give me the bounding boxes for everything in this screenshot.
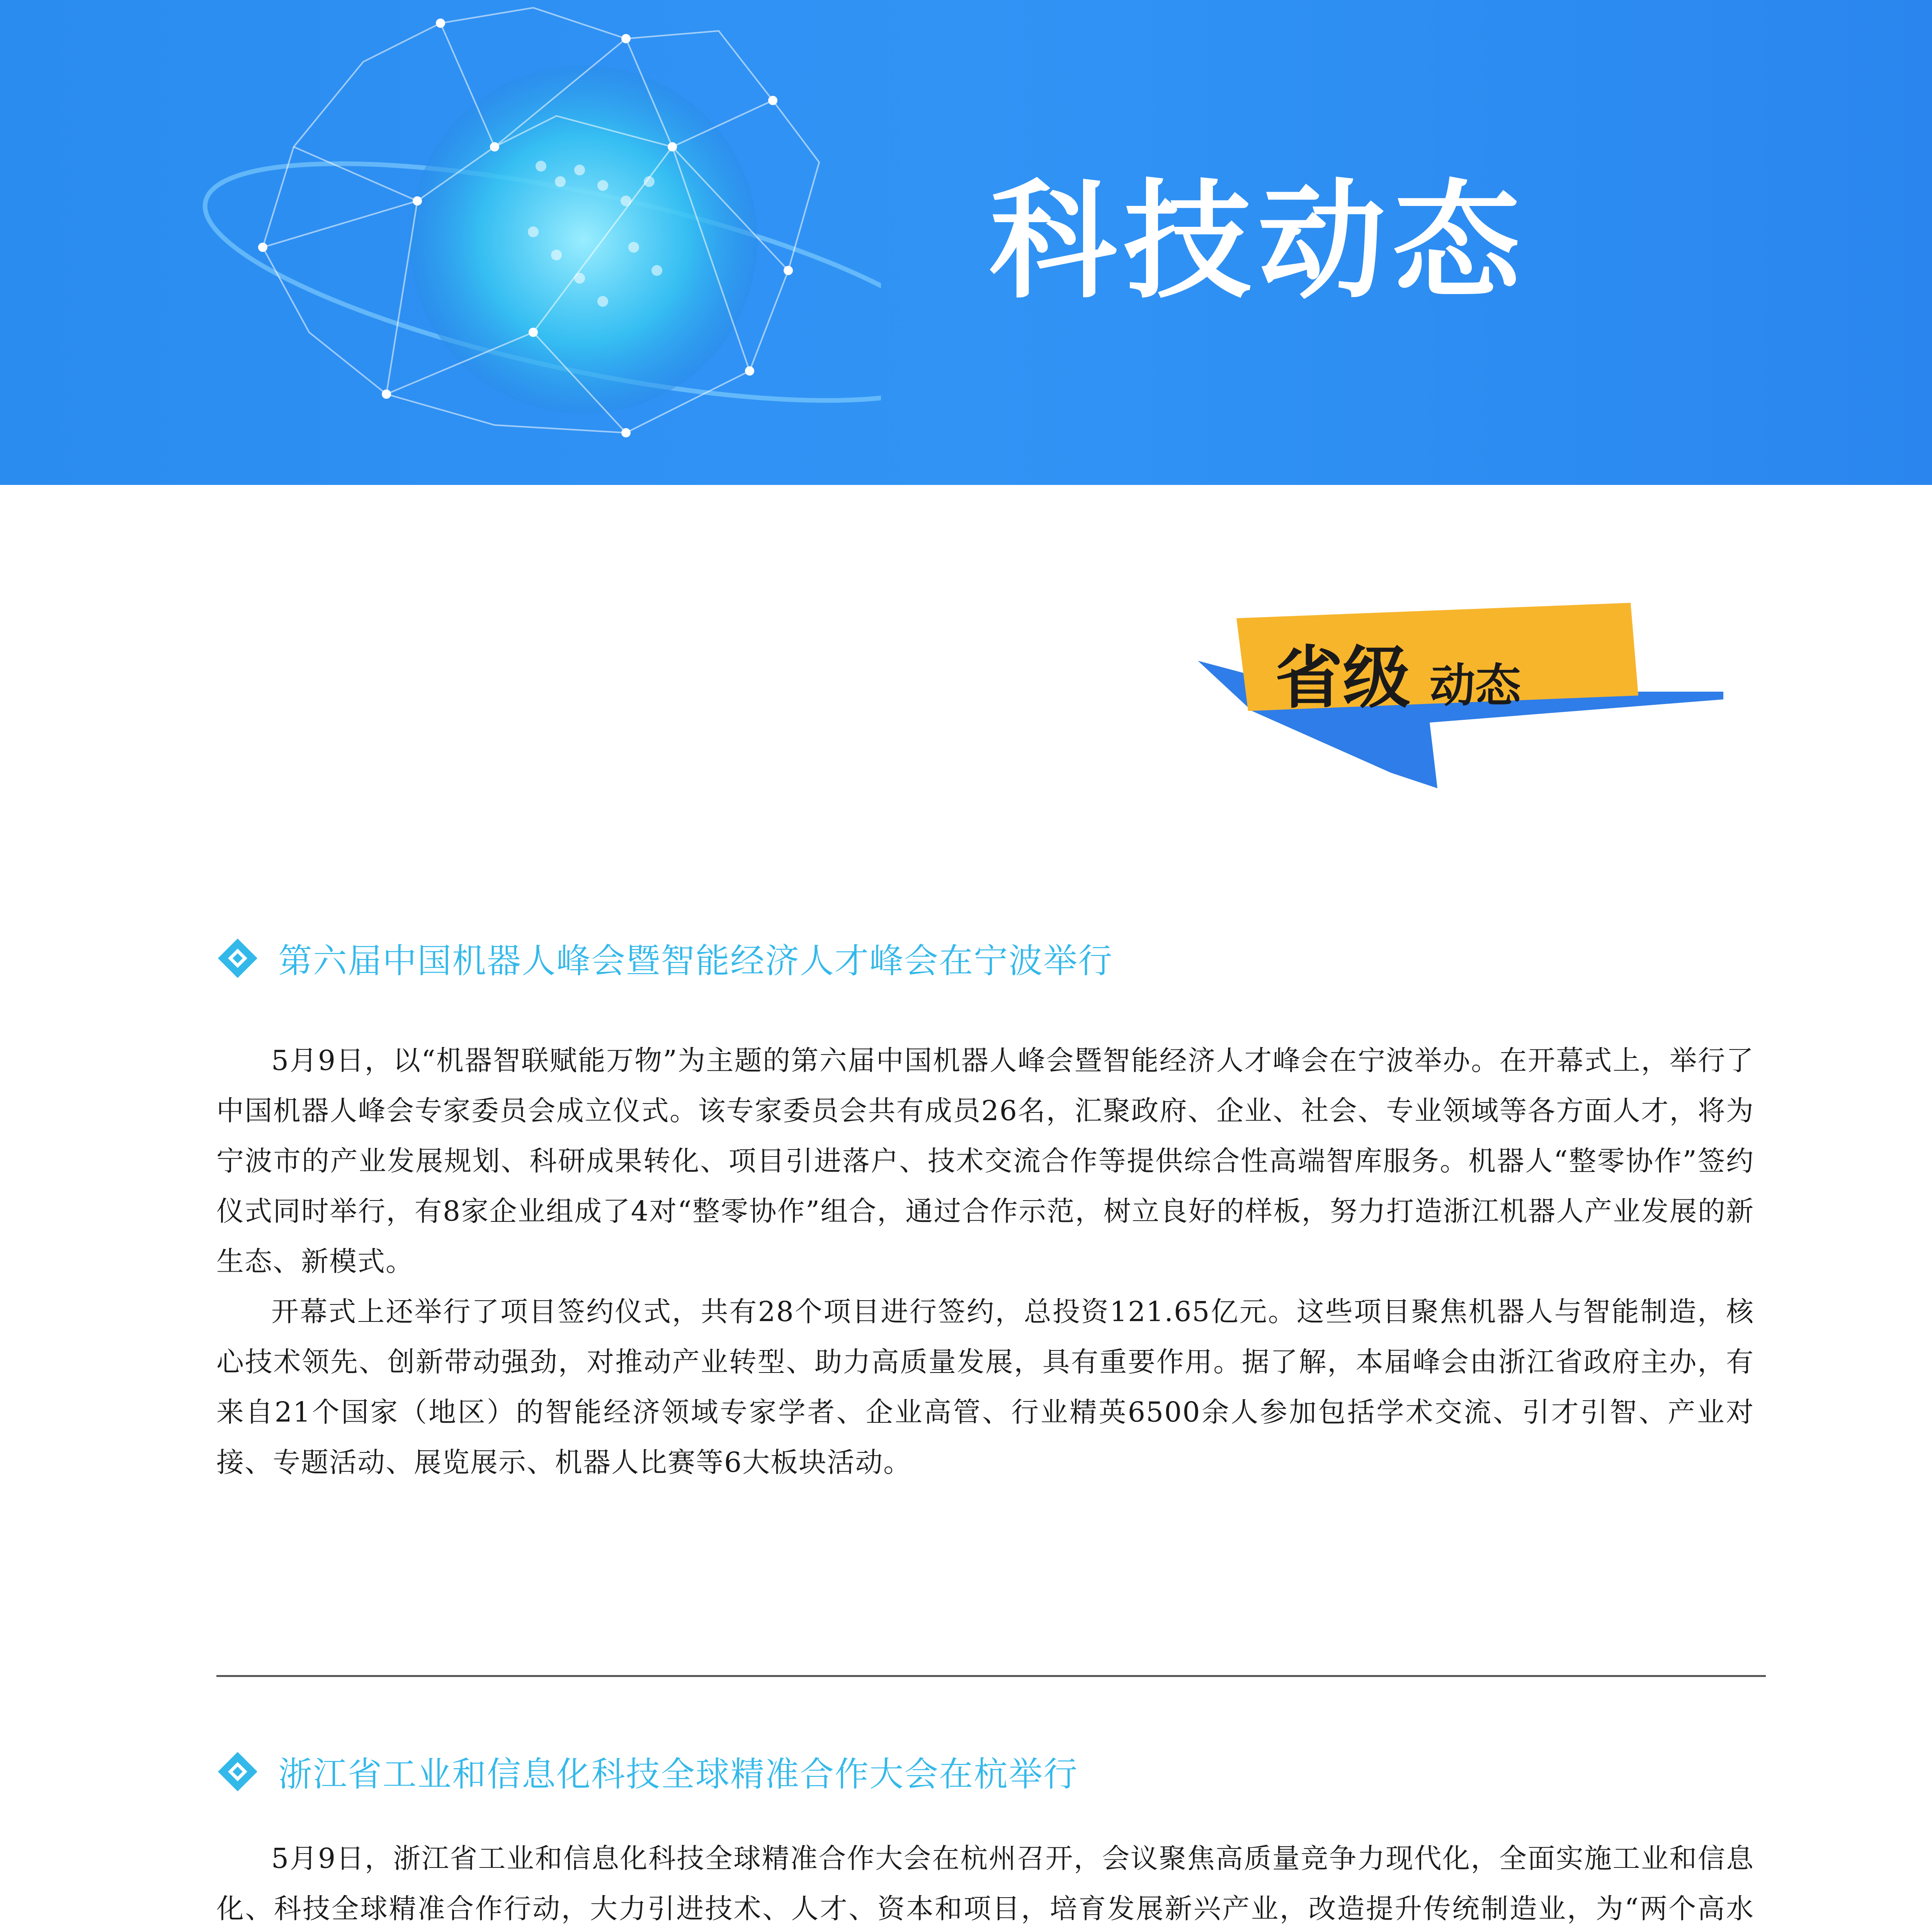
globe-network-icon bbox=[147, 0, 881, 485]
article-paragraph: 5月9日，浙江省工业和信息化科技全球精准合作大会在杭州召开，会议聚焦高质量竞争力现代化，全面实施工业和信息化、科技全球精准合作行动，大力引进技术、人才、资本和项目，培育发展新兴产业，改造提升传统制造业，为“两个高水 bbox=[216, 1842, 1754, 1925]
article-heading bbox=[216, 1743, 1754, 1801]
section-divider bbox=[216, 1675, 1766, 1677]
badge-sub-label: 动态 bbox=[1430, 659, 1521, 712]
article-heading-text: 第六届中国机器人峰会暨智能经济人才峰会在宁波举行 bbox=[278, 941, 1113, 981]
article-1 bbox=[216, 929, 1754, 1488]
header-banner bbox=[0, 0, 1932, 485]
banner-title: 科技动态 bbox=[989, 167, 1527, 316]
badge-main-label: 省级 bbox=[1275, 639, 1410, 718]
diamond-icon bbox=[216, 937, 259, 980]
article-paragraph: 开幕式上还举行了项目签约仪式，共有28个项目进行签约，总投资121.65亿元。这些项目聚焦机器人与智能制造，核心技术领先、创新带动强劲，对推动产业转型、助力高质量发展，具有重要作用。据了解，本届峰会由浙江省政府主办，有来自21个国家（地区）的智能经济领域专家学者、企业高管、行业精英6500余人参加包括学术交流、引才引智、产业对接、专题活动、展览展示、机器人比赛等6大板块活动。 bbox=[216, 1296, 1754, 1478]
article-heading-text: 浙江省工业和信息化科技全球精准合作大会在杭举行 bbox=[278, 1754, 1078, 1794]
article-paragraph: 5月9日，以“机器智联赋能万物”为主题的第六届中国机器人峰会暨智能经济人才峰会在宁波举办。在开幕式上，举行了中国机器人峰会专家委员会成立仪式。该专家委员会共有成员26名，汇聚政府、企业、社会、专业领域等各方面人才，将为宁波市的产业发展规划、科研成果转化、项目引进落户、技术交流合作等提供综合性高端智库服务。机器人“整零协作”签约仪式同时举行，有8家企业组成了4对“整零协作”组合，通过合作示范，树立良好的样板，努力打造浙江机器人产业发展的新生态、新模式。 bbox=[216, 1044, 1754, 1277]
diamond-icon bbox=[216, 1750, 259, 1793]
badge-text bbox=[1275, 624, 1521, 718]
article-2 bbox=[216, 1743, 1754, 1932]
article-heading bbox=[216, 929, 1754, 987]
